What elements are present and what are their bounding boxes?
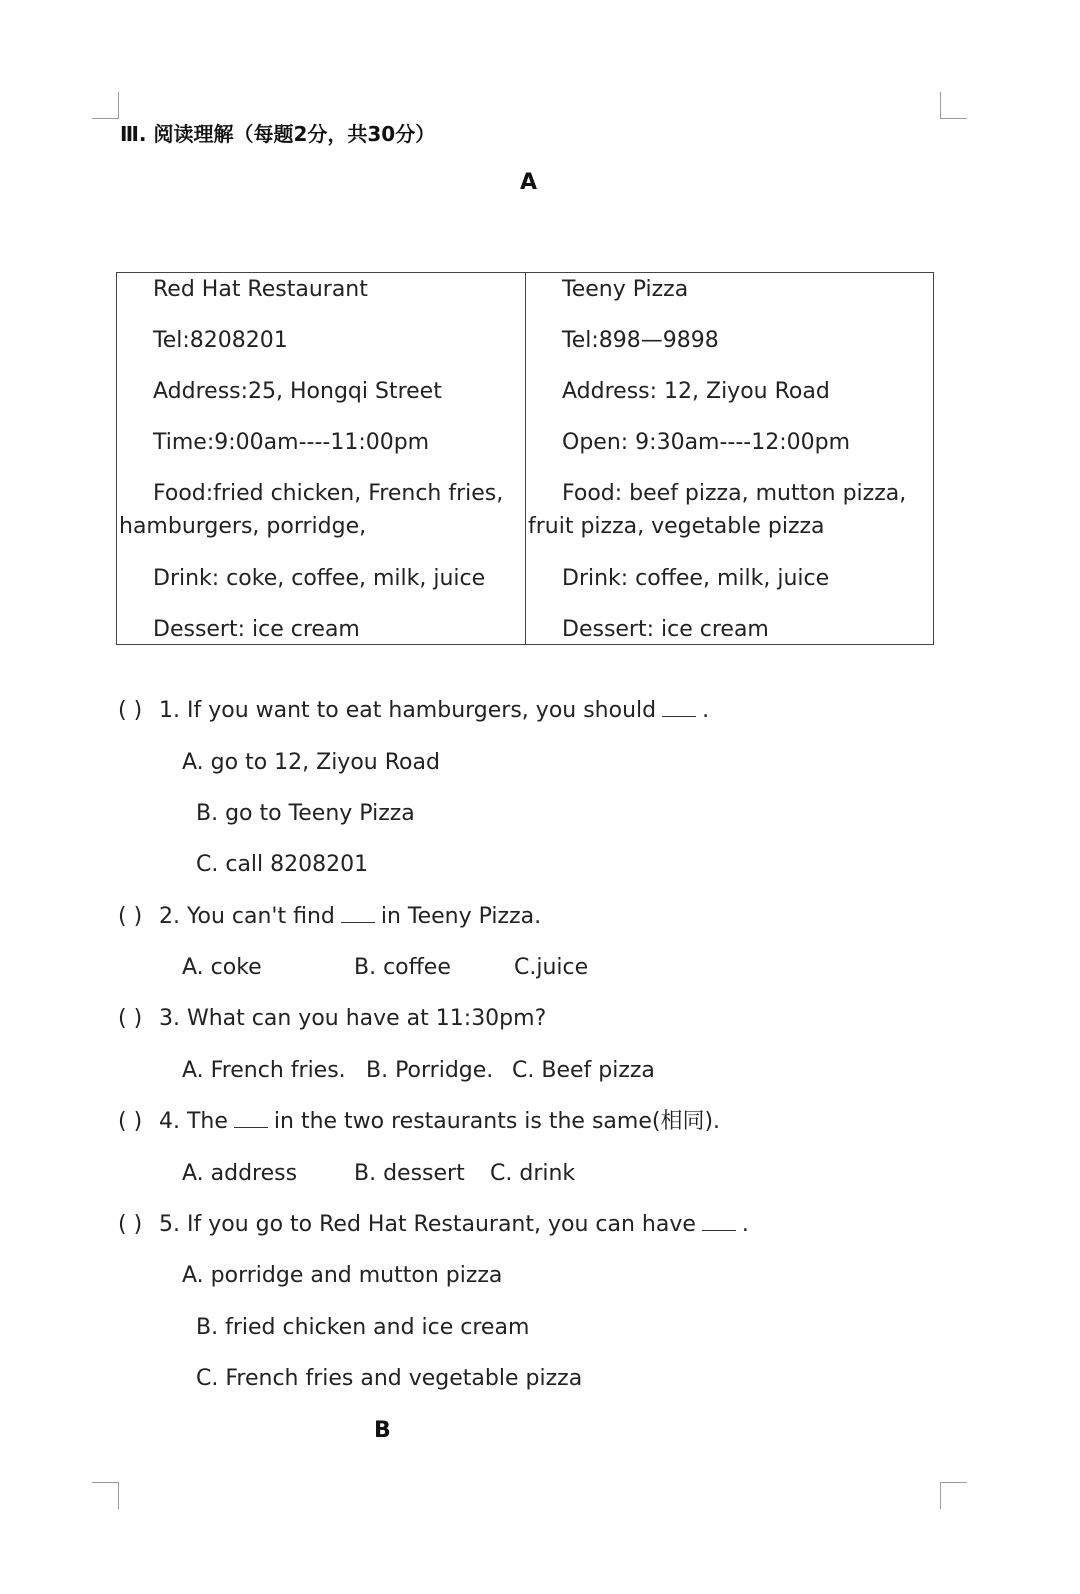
q1-option-b: B. go to Teeny Pizza: [196, 801, 415, 826]
question-5: [118, 1210, 749, 1240]
question-text-end: .: [702, 698, 710, 723]
answer-blank: [662, 698, 696, 717]
teeny-pizza-drink: Drink: coffee, milk, juice: [562, 566, 830, 591]
question-4: [118, 1107, 720, 1137]
q5-option-b: B. fried chicken and ice cream: [196, 1315, 530, 1340]
q2-option-b: B. coffee: [354, 955, 451, 980]
crop-mark-top-left: [92, 92, 119, 119]
red-hat-dessert: Dessert: ice cream: [153, 617, 360, 642]
teeny-pizza-food: Food: beef pizza, mutton pizza, fruit pizza, vegetable pizza: [528, 481, 907, 539]
q4-option-b: B. dessert: [354, 1161, 465, 1186]
question-text: 3. What can you have at 11:30pm?: [159, 1006, 547, 1031]
answer-paren: ( ): [118, 1006, 143, 1031]
q2-option-a: A. coke: [182, 955, 262, 980]
crop-mark-top-right: [940, 92, 967, 119]
q3-option-c: C. Beef pizza: [512, 1058, 655, 1083]
answer-paren: ( ): [118, 1212, 143, 1237]
question-text: 4. The: [159, 1109, 228, 1134]
teeny-pizza-name: Teeny Pizza: [562, 277, 689, 302]
q4-option-c: C. drink: [490, 1161, 576, 1186]
question-text-end: in the two restaurants is the same(相同).: [273, 1109, 721, 1134]
part-a-label: A: [520, 170, 538, 195]
question-3: [118, 1004, 546, 1034]
question-text-end: in Teeny Pizza.: [380, 904, 542, 929]
q5-option-a: A. porridge and mutton pizza: [182, 1263, 503, 1288]
q5-option-c: C. French fries and vegetable pizza: [196, 1366, 583, 1391]
question-2: [118, 902, 541, 932]
teeny-pizza-address: Address: 12, Ziyou Road: [562, 379, 830, 404]
part-b-label: B: [374, 1418, 391, 1443]
teeny-pizza-dessert: Dessert: ice cream: [562, 617, 769, 642]
red-hat-food: Food:fried chicken, French fries, hamburgers, porridge,: [119, 481, 504, 539]
crop-mark-bottom-left: [92, 1482, 119, 1509]
answer-blank: [234, 1109, 268, 1128]
q1-option-a: A. go to 12, Ziyou Road: [182, 750, 440, 775]
crop-mark-bottom-right: [940, 1482, 967, 1509]
red-hat-ad: [117, 273, 525, 644]
answer-paren: ( ): [118, 904, 143, 929]
q3-option-b: B. Porridge.: [366, 1058, 494, 1083]
answer-blank: [341, 904, 375, 923]
teeny-pizza-ad: [525, 273, 933, 644]
question-text-end: .: [741, 1212, 749, 1237]
restaurant-ads-table: [116, 272, 934, 645]
red-hat-tel: Tel:8208201: [153, 328, 288, 353]
q4-option-a: A. address: [182, 1161, 298, 1186]
red-hat-time: Time:9:00am----11:00pm: [153, 430, 430, 455]
answer-blank: [702, 1212, 736, 1231]
question-text: 2. You can't find: [159, 904, 335, 929]
answer-paren: ( ): [118, 698, 143, 723]
teeny-pizza-open: Open: 9:30am----12:00pm: [562, 430, 851, 455]
question-text: 5. If you go to Red Hat Restaurant, you can have: [159, 1212, 696, 1237]
answer-paren: ( ): [118, 1109, 143, 1134]
red-hat-drink: Drink: coke, coffee, milk, juice: [153, 566, 486, 591]
teeny-pizza-tel: Tel:898—9898: [562, 328, 719, 353]
red-hat-name: Red Hat Restaurant: [153, 277, 368, 302]
q2-option-c: C.juice: [514, 955, 589, 980]
question-text: 1. If you want to eat hamburgers, you should: [159, 698, 657, 723]
question-1: [118, 696, 709, 726]
q3-option-a: A. French fries.: [182, 1058, 346, 1083]
red-hat-address: Address:25, Hongqi Street: [153, 379, 442, 404]
section-title: Ⅲ. 阅读理解（每题2分，共30分）: [120, 122, 436, 146]
q1-option-c: C. call 8208201: [196, 852, 369, 877]
